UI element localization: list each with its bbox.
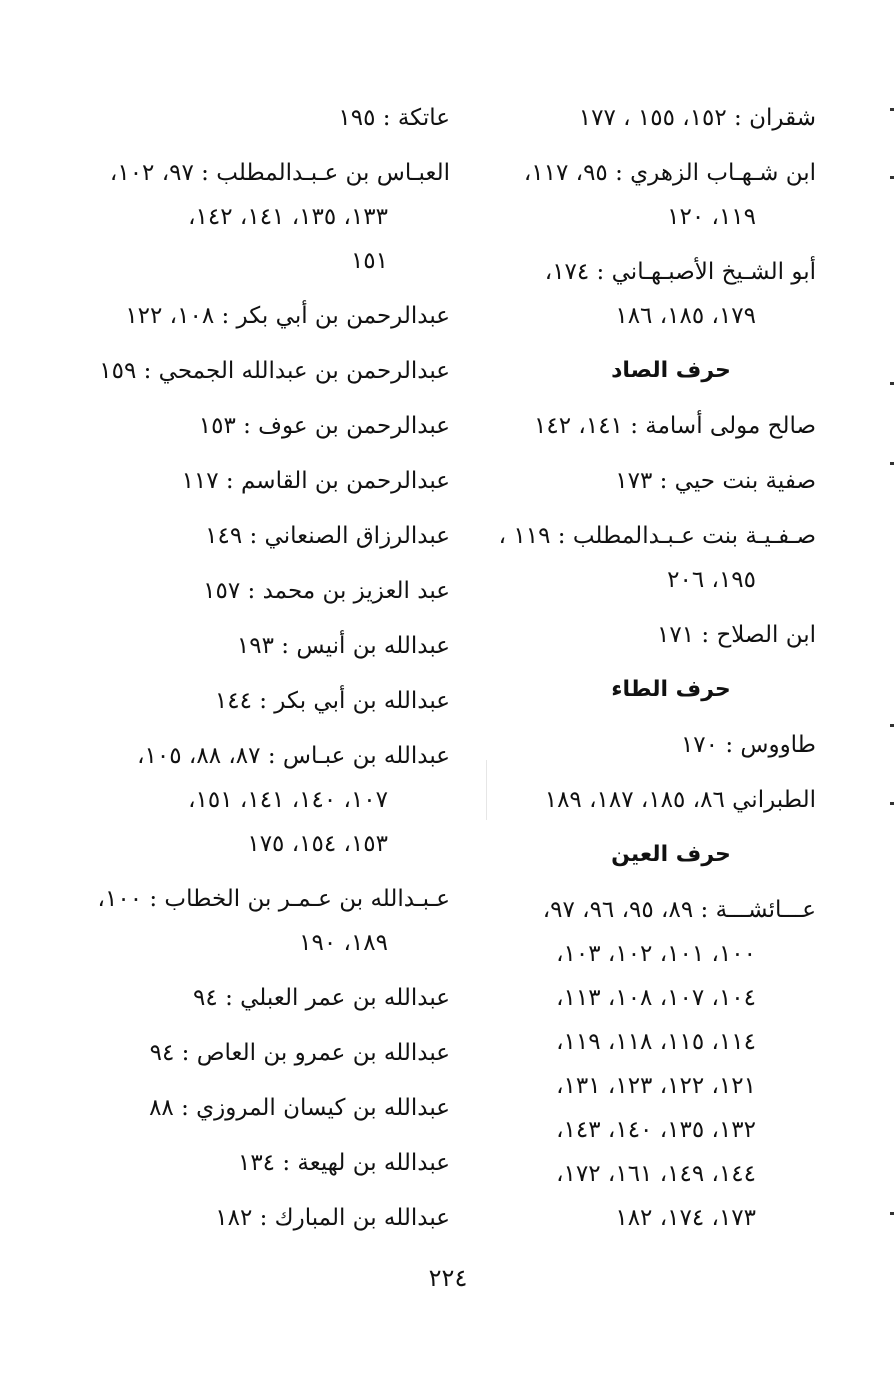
entry-continuation-line: ١٣٢، ١٣٥، ١٤٠، ١٤٣، bbox=[556, 1117, 756, 1143]
entry-continuation-line: ١١٤، ١١٥، ١١٨، ١١٩، bbox=[556, 1029, 756, 1055]
index-entry bbox=[105, 679, 450, 723]
index-entry bbox=[496, 723, 816, 767]
index-entry bbox=[97, 877, 450, 965]
entry-line: صفية بنت حيي : ١٧٣ bbox=[615, 468, 816, 494]
entry-line: شقران : ١٥٢، ١٥٥ ، ١٧٧ bbox=[578, 105, 816, 131]
index-entry bbox=[105, 96, 450, 140]
entry-continuation-line: ١٤٤، ١٤٩، ١٦١، ١٧٢، bbox=[556, 1161, 756, 1187]
entry-continuation-line: ١٥١ bbox=[350, 248, 388, 274]
entry-line: ابن الصلاح : ١٧١ bbox=[657, 622, 816, 648]
section-heading-ta: حرف الطاء bbox=[611, 677, 731, 702]
entry-line: عـبـدالله بن عـمـر بن الخطاب : ١٠٠، bbox=[97, 886, 450, 912]
index-entry bbox=[105, 976, 450, 1020]
index-entry bbox=[105, 624, 450, 668]
entry-continuation-line: ١٠٧، ١٤٠، ١٤١، ١٥١، bbox=[188, 787, 388, 813]
entry-line: أبو الشـيخ الأصبـهـاني : ١٧٤، bbox=[544, 259, 816, 285]
page-number: ٢٢٤ bbox=[428, 1264, 468, 1292]
scan-edge-mark bbox=[890, 724, 894, 727]
index-entry bbox=[496, 404, 816, 448]
entry-line: عبدالله بن أنيس : ١٩٣ bbox=[236, 633, 450, 659]
index-entry bbox=[496, 250, 816, 338]
section-heading-sad: حرف الصاد bbox=[611, 358, 731, 383]
entry-line: عبدالله بن عمرو بن العاص : ٩٤ bbox=[149, 1040, 450, 1066]
entry-line: عبدالله بن عبـاس : ٨٧، ٨٨، ١٠٥، bbox=[137, 743, 450, 769]
scan-edge-mark bbox=[890, 382, 894, 385]
index-entry bbox=[496, 888, 816, 1240]
index-column-left bbox=[97, 96, 450, 1240]
entry-continuation-line: ١١٩، ١٢٠ bbox=[667, 204, 756, 230]
index-entry bbox=[496, 514, 816, 602]
entry-line: صـفـيـة بنت عـبـدالمطلب : ١١٩ ، bbox=[498, 523, 816, 549]
entry-continuation-line: ١٨٩، ١٩٠ bbox=[299, 930, 388, 956]
entry-continuation-line: ١٠٤، ١٠٧، ١٠٨، ١١٣، bbox=[556, 985, 756, 1011]
entry-line: عاتكة : ١٩٥ bbox=[338, 105, 450, 131]
entry-continuation-line: ١٧٩، ١٨٥، ١٨٦ bbox=[615, 303, 756, 329]
entry-line: عبدالله بن عمر العبلي : ٩٤ bbox=[193, 985, 450, 1011]
entry-line: العبـاس بن عـبـدالمطلب : ٩٧، ١٠٢، bbox=[109, 160, 450, 186]
entry-line: عبدالرحمن بن عبدالله الجمحي : ١٥٩ bbox=[99, 358, 450, 384]
index-entry bbox=[496, 151, 816, 239]
entry-line: عـــائشـــة : ٨٩، ٩٥، ٩٦، ٩٧، bbox=[542, 897, 816, 923]
entry-continuation-line: ١٣٣، ١٣٥، ١٤١، ١٤٢، bbox=[188, 204, 388, 230]
scan-edge-mark bbox=[890, 802, 894, 805]
entry-line: عبدالرحمن بن القاسم : ١١٧ bbox=[181, 468, 450, 494]
entry-continuation-line: ١٩٥، ٢٠٦ bbox=[667, 567, 756, 593]
index-column-right bbox=[496, 96, 816, 1240]
entry-line: عبدالرزاق الصنعاني : ١٤٩ bbox=[205, 523, 450, 549]
entry-line: عبدالرحمن بن عوف : ١٥٣ bbox=[198, 413, 450, 439]
entry-line: عبدالله بن المبارك : ١٨٢ bbox=[215, 1205, 450, 1231]
index-entry bbox=[496, 778, 816, 822]
section-heading-ain: حرف العين bbox=[611, 842, 731, 867]
entry-continuation-line: ١٢١، ١٢٢، ١٢٣، ١٣١، bbox=[556, 1073, 756, 1099]
index-entry bbox=[496, 613, 816, 657]
index-entry bbox=[105, 1086, 450, 1130]
index-entry bbox=[105, 459, 450, 503]
entry-line: ابن شـهـاب الزهري : ٩٥، ١١٧، bbox=[523, 160, 816, 186]
entry-continuation-line: ١٧٣، ١٧٤، ١٨٢ bbox=[615, 1205, 756, 1231]
index-entry bbox=[105, 1141, 450, 1185]
faint-column-rule bbox=[486, 760, 487, 820]
index-entry bbox=[496, 459, 816, 503]
index-entry bbox=[105, 404, 450, 448]
entry-line: صالح مولى أسامة : ١٤١، ١٤٢ bbox=[534, 413, 816, 439]
entry-line: عبدالله بن أبي بكر : ١٤٤ bbox=[214, 688, 450, 714]
entry-line: عبدالرحمن بن أبي بكر : ١٠٨، ١٢٢ bbox=[125, 303, 450, 329]
scan-edge-mark bbox=[890, 1212, 894, 1215]
entry-line: طاووس : ١٧٠ bbox=[680, 732, 816, 758]
scan-edge-mark bbox=[890, 462, 894, 465]
index-entry bbox=[105, 294, 450, 338]
entry-line: عبدالله بن كيسان المروزي : ٨٨ bbox=[149, 1095, 450, 1121]
index-entry bbox=[105, 734, 450, 866]
index-entry bbox=[105, 151, 450, 283]
entry-line: عبدالله بن لهيعة : ١٣٤ bbox=[237, 1150, 450, 1176]
index-entry bbox=[105, 1031, 450, 1075]
entry-continuation-line: ١٥٣، ١٥٤، ١٧٥ bbox=[247, 831, 388, 857]
index-entry bbox=[105, 1196, 450, 1240]
entry-line: عبد العزيز بن محمد : ١٥٧ bbox=[203, 578, 450, 604]
scan-edge-mark bbox=[890, 108, 894, 111]
index-entry bbox=[496, 96, 816, 140]
index-entry bbox=[99, 349, 450, 393]
entry-line: الطبراني ٨٦، ١٨٥، ١٨٧، ١٨٩ bbox=[544, 787, 816, 813]
entry-continuation-line: ١٠٠، ١٠١، ١٠٢، ١٠٣، bbox=[556, 941, 756, 967]
index-entry bbox=[105, 514, 450, 558]
scan-edge-mark bbox=[890, 176, 894, 179]
index-entry bbox=[105, 569, 450, 613]
